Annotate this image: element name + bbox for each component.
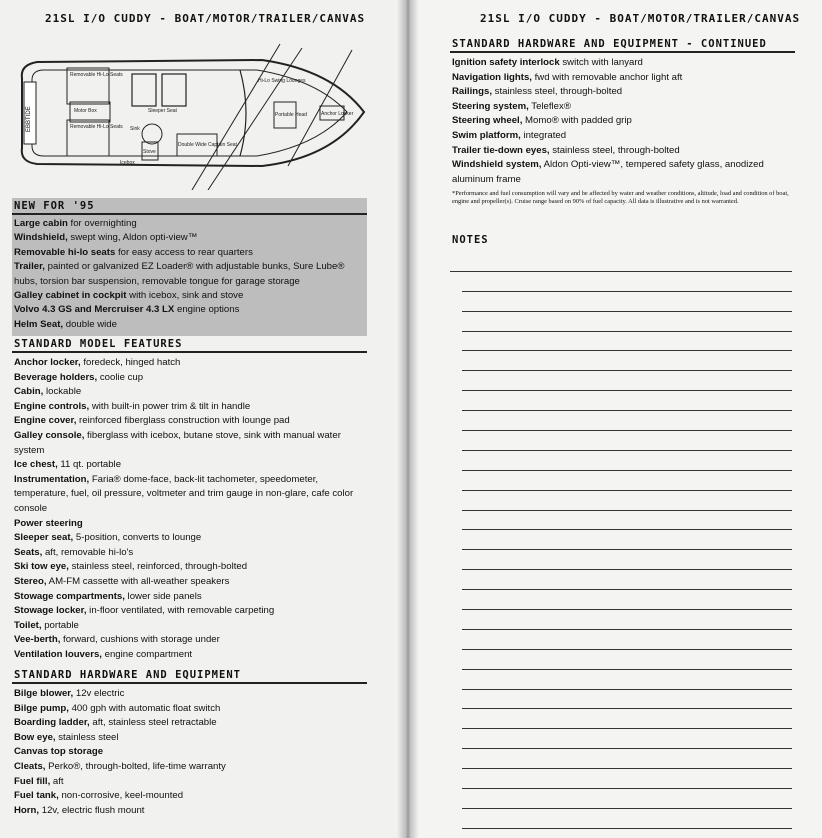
feature-detail: 12v electric <box>73 688 125 699</box>
feature-detail: Momo® with padded grip <box>522 115 632 127</box>
feature-detail: stainless steel, through-bolted <box>549 144 680 156</box>
feature-item <box>14 702 364 717</box>
feature-detail: for overnighting <box>67 218 137 229</box>
new-for-95-list <box>14 217 364 332</box>
feature-item <box>14 731 364 746</box>
note-line <box>462 491 792 511</box>
feature-detail: AM-FM cassette with all-weather speakers <box>46 575 230 587</box>
feature-item <box>14 560 364 575</box>
feature-item <box>14 429 364 458</box>
feature-item <box>452 85 792 100</box>
feature-detail: foredeck, hinged hatch <box>80 357 181 368</box>
diagram-label: Hi-Lo Swing Lounges <box>258 78 306 84</box>
feature-item <box>14 458 364 473</box>
note-line <box>462 670 792 690</box>
note-line <box>462 411 792 431</box>
feature-name: Power steering <box>14 517 83 529</box>
feature-item <box>452 114 792 129</box>
feature-detail: for easy access to rear quarters <box>115 246 253 258</box>
feature-detail: painted or galvanized EZ Loader® with adjustable bunks, Sure Lube® hubs, torsion bar suspension, removable tongue for garage storage <box>14 261 345 287</box>
feature-name: Fuel fill, <box>14 775 51 787</box>
note-line <box>462 451 792 471</box>
feature-item <box>452 129 792 144</box>
feature-detail: aft, removable hi-lo's <box>42 546 134 558</box>
note-line <box>462 371 792 391</box>
note-line <box>462 312 792 332</box>
feature-item <box>14 648 364 663</box>
feature-detail: non-corrosive, keel-mounted <box>58 790 184 802</box>
feature-item <box>14 687 364 702</box>
heading-rule <box>12 213 367 215</box>
note-line <box>462 332 792 352</box>
standard-model-features-list <box>14 356 364 662</box>
feature-item <box>14 246 364 260</box>
heading-rule <box>450 51 795 53</box>
feature-detail: 11 qt. portable <box>57 459 122 471</box>
feature-name: Galley console, <box>14 429 85 441</box>
feature-detail: 5-position, converts to lounge <box>73 532 202 544</box>
feature-detail: stainless steel, reinforced, through-bolted <box>68 561 248 573</box>
note-line <box>462 829 792 838</box>
feature-item <box>14 590 364 605</box>
note-line <box>462 292 792 312</box>
feature-name: Railings, <box>452 86 492 98</box>
feature-detail: lower side panels <box>124 590 202 602</box>
feature-name: Stowage locker, <box>14 605 87 617</box>
feature-name: Anchor locker, <box>14 357 81 368</box>
note-line <box>462 749 792 769</box>
feature-name: Steering wheel, <box>452 115 523 127</box>
note-line <box>462 630 792 650</box>
feature-item <box>452 71 792 86</box>
feature-name: Beverage holders, <box>14 371 98 383</box>
feature-name: Engine cover, <box>14 415 77 427</box>
feature-detail: 12v, electric flush mount <box>39 804 145 816</box>
feature-name: Windshield, <box>14 232 68 244</box>
standard-hardware-list <box>14 687 364 818</box>
feature-item <box>14 473 364 517</box>
hardware-continued-list <box>452 56 792 187</box>
feature-item <box>14 303 364 317</box>
feature-detail: coolie cup <box>97 371 144 383</box>
feature-name: Swim platform, <box>452 129 521 141</box>
feature-detail: fwd with removable anchor light aft <box>531 71 683 83</box>
diagram-label: Removable Hi-Lo Seats <box>70 124 123 130</box>
notes-heading: NOTES <box>452 234 489 246</box>
feature-detail: lockable <box>43 386 82 398</box>
feature-name: Bilge pump, <box>14 702 69 714</box>
feature-item <box>452 144 792 159</box>
feature-detail: Perko®, through-bolted, life-time warranty <box>45 760 226 772</box>
feature-detail: double wide <box>63 318 117 330</box>
feature-name: Cabin, <box>14 386 44 398</box>
feature-item <box>14 604 364 619</box>
feature-detail: 400 gph with automatic float switch <box>68 702 221 714</box>
feature-detail: in-floor ventilated, with removable carpeting <box>86 605 275 617</box>
feature-item <box>14 318 364 332</box>
feature-detail: Teleflex® <box>528 100 571 112</box>
note-line <box>462 471 792 491</box>
note-line <box>462 709 792 729</box>
feature-detail: with icebox, sink and stove <box>126 290 244 302</box>
feature-item <box>14 400 364 415</box>
feature-name: Trailer, <box>14 261 45 273</box>
feature-item <box>14 356 364 371</box>
feature-detail: switch with lanyard <box>559 57 643 68</box>
note-line <box>462 610 792 630</box>
diagram-label: Sleeper Seat <box>148 108 177 114</box>
feature-name: Large cabin <box>14 218 68 229</box>
transom-text: EBBTIDE <box>26 106 32 132</box>
feature-detail: with built-in power trim & tilt in handle <box>89 400 251 412</box>
feature-name: Ventilation louvers, <box>14 648 102 660</box>
feature-name: Navigation lights, <box>452 71 532 83</box>
feature-detail: Aldon Opti-view™, tempered safety glass, anodized aluminum frame <box>452 159 764 185</box>
feature-name: Bow eye, <box>14 731 56 743</box>
feature-name: Boarding ladder, <box>14 717 90 729</box>
left-running-head: 21SL I/O CUDDY - BOAT/MOTOR/TRAILER/CANVAS <box>45 12 366 25</box>
note-line <box>450 252 792 272</box>
book-gutter <box>397 0 419 838</box>
diagram-label: Double Wide Captain Seat <box>178 142 237 148</box>
diagram-label: Removable Hi-Lo Seats <box>70 72 123 78</box>
feature-detail: aft, stainless steel retractable <box>89 717 217 729</box>
note-line <box>462 809 792 829</box>
feature-name: Vee-berth, <box>14 634 61 646</box>
note-line <box>462 650 792 670</box>
feature-name: Horn, <box>14 804 40 816</box>
feature-detail: engine options <box>174 304 240 316</box>
feature-item <box>14 260 364 289</box>
feature-name: Ski tow eye, <box>14 561 69 573</box>
note-line <box>462 272 792 292</box>
feature-item <box>14 414 364 429</box>
diagram-label: Stove <box>143 149 156 155</box>
note-line <box>462 550 792 570</box>
feature-item <box>14 231 364 245</box>
feature-detail: Faria® dome-face, back-lit tachometer, speedometer, temperature, fuel, oil pressure, voltmeter and trim gauge in non-glare, cafe color console <box>14 473 354 514</box>
boat-deck-plan-diagram <box>12 40 367 190</box>
note-line <box>462 530 792 550</box>
note-line <box>462 690 792 710</box>
feature-item <box>452 100 792 115</box>
feature-item <box>14 619 364 634</box>
feature-item <box>14 385 364 400</box>
feature-item <box>14 804 364 819</box>
feature-item <box>14 745 364 760</box>
feature-name: Windshield system, <box>452 159 542 171</box>
feature-name: Ice chest, <box>14 459 58 471</box>
feature-name: Removable hi-lo seats <box>14 246 116 258</box>
feature-detail: reinforced fiberglass construction with lounge pad <box>76 415 290 427</box>
performance-disclaimer: *Performance and fuel consumption will vary and be affected by water and weather conditions, altitude, load and condition of boat, engine and propeller(s). Cruise range based on 90% of fuel capacity. All data is illustrative and is not warranted. <box>452 190 789 205</box>
feature-item <box>14 789 364 804</box>
feature-item <box>14 575 364 590</box>
feature-name: Seats, <box>14 546 43 558</box>
feature-detail: aft <box>50 775 64 787</box>
note-line <box>462 570 792 590</box>
feature-name: Galley cabinet in cockpit <box>14 290 127 302</box>
feature-item <box>14 760 364 775</box>
feature-name: Steering system, <box>452 100 529 112</box>
note-line <box>462 769 792 789</box>
feature-detail: engine compartment <box>101 648 193 660</box>
feature-name: Volvo 4.3 GS and Mercruiser 4.3 LX <box>14 304 175 316</box>
feature-item <box>14 633 364 648</box>
feature-detail: stainless steel, through-bolted <box>491 86 623 98</box>
feature-item <box>14 716 364 731</box>
right-page <box>407 0 822 838</box>
diagram-label: Icebox <box>120 160 135 166</box>
feature-name: Instrumentation, <box>14 473 90 485</box>
feature-detail: stainless steel <box>55 731 119 743</box>
feature-item <box>452 158 792 187</box>
note-line <box>462 590 792 610</box>
note-line <box>462 511 792 531</box>
standard-model-features-heading: STANDARD MODEL FEATURES <box>14 338 183 350</box>
diagram-label: Anchor Locker <box>321 111 354 117</box>
feature-name: Helm Seat, <box>14 318 64 330</box>
feature-item <box>14 217 364 231</box>
note-line <box>462 431 792 451</box>
feature-name: Toilet, <box>14 619 42 631</box>
feature-name: Stowage compartments, <box>14 590 125 602</box>
note-line <box>462 391 792 411</box>
note-line <box>462 789 792 809</box>
feature-detail: integrated <box>520 129 567 141</box>
feature-name: Canvas top storage <box>14 746 104 758</box>
feature-detail: swept wing, Aldon opti-view™ <box>67 232 198 244</box>
heading-rule <box>12 682 367 684</box>
feature-name: Bilge blower, <box>14 688 74 699</box>
feature-item <box>14 371 364 386</box>
feature-item <box>452 56 792 71</box>
heading-rule <box>12 351 367 353</box>
feature-detail: portable <box>41 619 79 631</box>
feature-name: Cleats, <box>14 760 46 772</box>
standard-hardware-heading: STANDARD HARDWARE AND EQUIPMENT <box>14 669 241 681</box>
new-for-95-heading: NEW FOR '95 <box>14 200 95 212</box>
feature-item <box>14 775 364 790</box>
diagram-label: Motor Box <box>74 108 97 114</box>
right-running-head: 21SL I/O CUDDY - BOAT/MOTOR/TRAILER/CANVAS <box>480 12 801 25</box>
feature-item <box>14 517 364 532</box>
feature-name: Trailer tie-down eyes, <box>452 144 550 156</box>
feature-detail: fiberglass with icebox, butane stove, sink with manual water system <box>14 429 341 456</box>
feature-item <box>14 289 364 303</box>
feature-item <box>14 546 364 561</box>
notes-writing-lines <box>462 252 792 838</box>
hardware-continued-heading: STANDARD HARDWARE AND EQUIPMENT - CONTINUED <box>452 38 767 50</box>
note-line <box>462 729 792 749</box>
feature-name: Fuel tank, <box>14 790 59 802</box>
note-line <box>462 351 792 371</box>
feature-name: Ignition safety interlock <box>452 57 560 68</box>
diagram-label: Sink <box>130 126 140 132</box>
feature-name: Stereo, <box>14 575 47 587</box>
feature-name: Sleeper seat, <box>14 532 74 544</box>
feature-item <box>14 531 364 546</box>
diagram-label: Portable Head <box>275 112 307 118</box>
feature-name: Engine controls, <box>14 400 90 412</box>
left-page <box>0 0 405 838</box>
feature-detail: forward, cushions with storage under <box>60 634 220 646</box>
